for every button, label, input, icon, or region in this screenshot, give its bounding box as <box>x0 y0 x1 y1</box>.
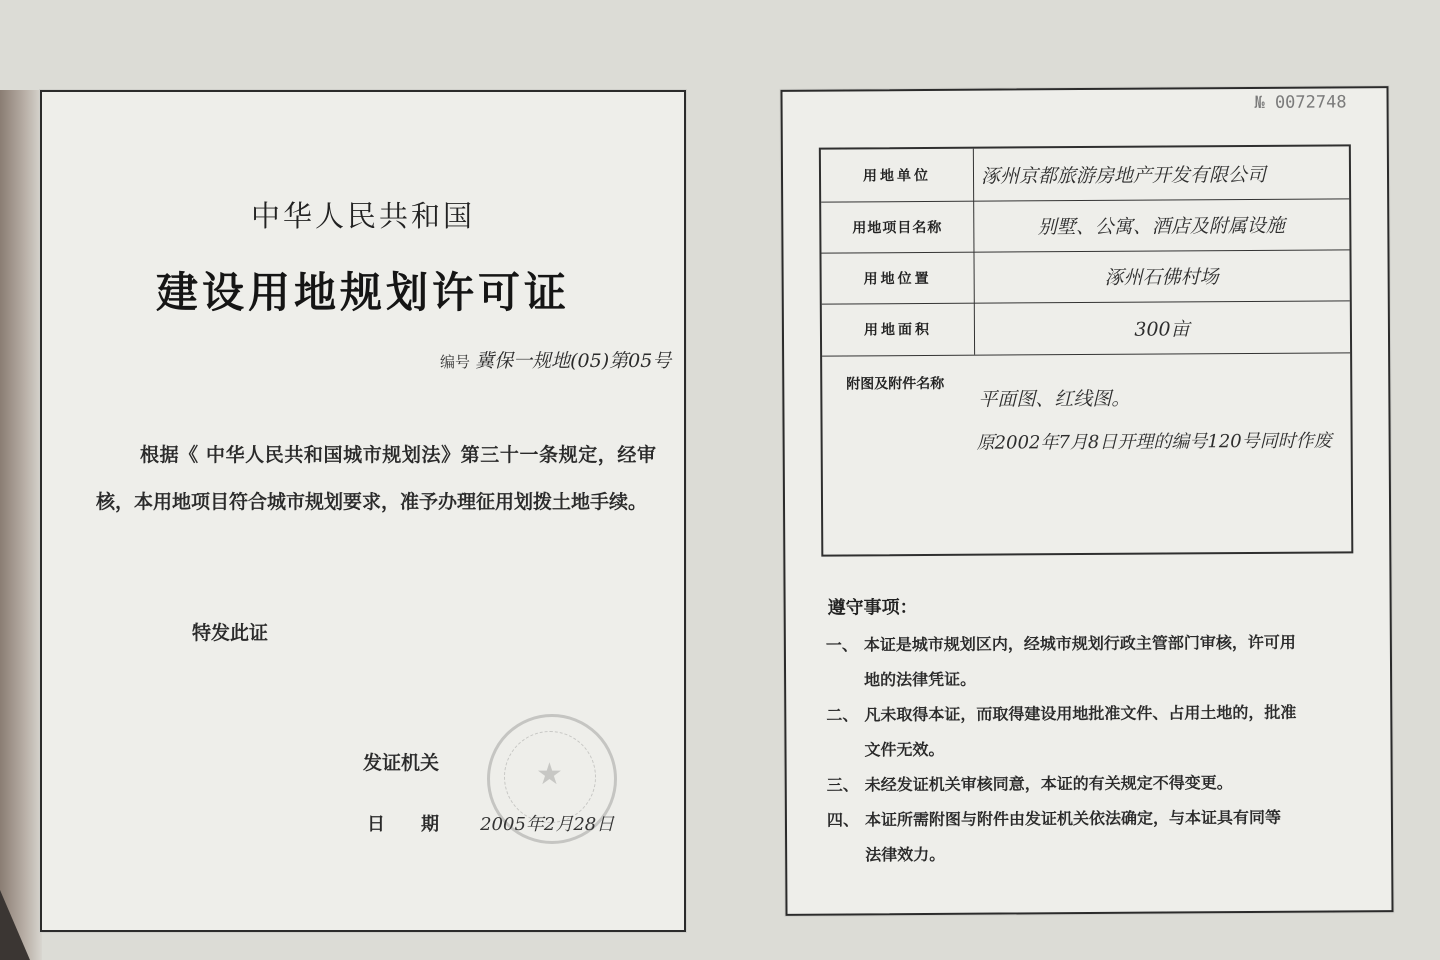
note-item <box>827 799 1357 872</box>
attachment-line: 原2002年7月8日开理的编号120号同时作废 <box>976 430 1332 454</box>
date-value: 2005年2月28日 <box>480 814 615 835</box>
row-value: 别墅、公寓、酒店及附属设施 <box>1037 214 1285 239</box>
serial-value: 冀保一规地(05)第05号 <box>475 350 672 372</box>
row-label: 用地位置 <box>821 252 974 304</box>
permit-detail-page <box>780 86 1393 916</box>
note-item <box>826 624 1356 697</box>
background-edge <box>0 90 42 960</box>
row-label: 用地面积 <box>822 303 975 356</box>
table-row <box>821 198 1349 253</box>
note-number: 一、 <box>825 635 858 655</box>
document-number: № 0072748 <box>1254 92 1347 113</box>
note-number: 三、 <box>826 775 859 795</box>
attachment-label: 附图及附件名称 <box>846 375 945 393</box>
issuing-authority-label: 发证机关 <box>363 752 440 774</box>
permit-body-text: 根据《 中华人民共和国城市规划法》第三十一条规定，经审核，本用地项目符合城市规划要求，准予办理征用划拨土地手续。 <box>96 444 656 513</box>
serial-label: 编号 <box>440 353 471 371</box>
permit-front-page <box>40 90 686 932</box>
table-row <box>821 249 1349 304</box>
notes-title: 遵守事项： <box>827 597 918 619</box>
row-value: 300亩 <box>1134 317 1190 341</box>
note-text: 未经发证机关审核同意，本证的有关规定不得变更。 <box>864 773 1233 795</box>
issue-phrase: 特发此证 <box>192 622 269 644</box>
row-value: 涿州京都旅游房地产开发有限公司 <box>980 163 1267 188</box>
note-number: 四、 <box>826 810 860 830</box>
table-row <box>821 146 1349 202</box>
note-text: 凡未取得本证，而取得建设用地批准文件、占用土地的，批准 <box>864 702 1297 725</box>
serial-number <box>440 346 671 373</box>
note-text: 地的法律凭证。 <box>864 669 977 690</box>
note-text: 本证是城市规划区内，经城市规划行政主管部门审核，许可用 <box>863 632 1296 655</box>
note-text: 法律效力。 <box>865 844 946 865</box>
permit-title: 建设用地规划许可证 <box>155 268 570 317</box>
row-value: 涿州石佛村场 <box>1104 266 1219 289</box>
note-item <box>827 764 1357 802</box>
land-info-table <box>819 144 1353 556</box>
row-label: 用地单位 <box>821 149 974 202</box>
date-label: 日期 <box>367 814 475 835</box>
table-row <box>822 300 1350 356</box>
note-text: 本证所需附图与附件由发证机关依法确定，与本证具有同等 <box>864 807 1282 830</box>
issue-date <box>367 810 614 836</box>
note-text: 文件无效。 <box>864 739 945 760</box>
attachment-line: 平面图、红线图。 <box>978 387 1131 411</box>
country-name: 中华人民共和国 <box>250 199 475 233</box>
row-label: 用地项目名称 <box>821 201 974 253</box>
note-item <box>826 694 1356 767</box>
note-number: 二、 <box>826 705 859 725</box>
